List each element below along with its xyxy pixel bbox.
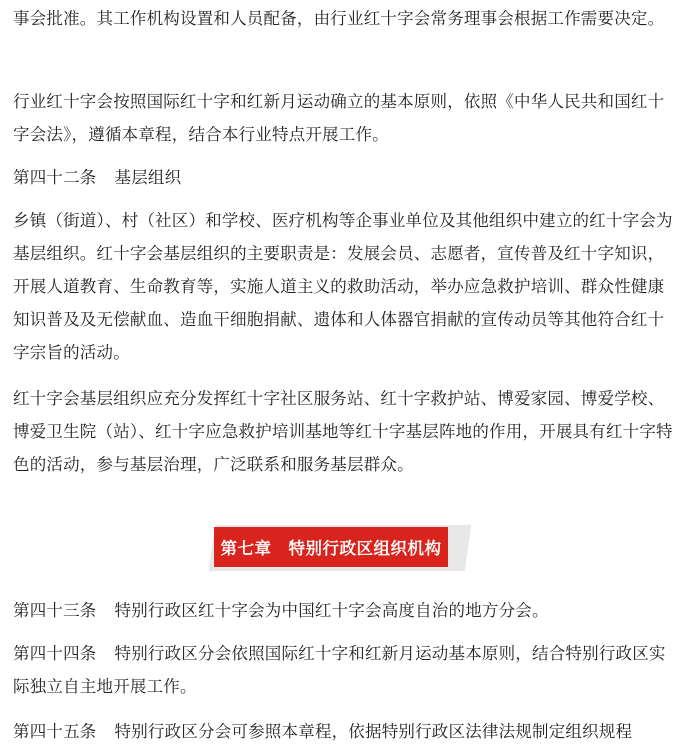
article-42-number: 第四十二条	[13, 168, 97, 187]
article-43-number: 第四十三条	[13, 601, 97, 620]
article-42-title: 基层组织	[114, 168, 182, 187]
chapter-banner	[0, 521, 693, 575]
chapter-title: 第七章 特别行政区组织机构	[220, 539, 442, 558]
chapter-banner-box	[214, 527, 448, 567]
paragraph-grassroots-duties: 乡镇（街道）、村（社区）和学校、医疗机构等企事业单位及其他组织中建立的红十字会为基层组织。红十字会基层组织的主要职责是：发展会员、志愿者，宣传普及红十字知识，开展人道教育、生命教育等，实施人道主义的救助活动，举办应急救护培训、群众性健康知识普及及无偿献血、造血干细胞捐献、遗体和人体器官捐献的宣传动员等其他符合红十字宗旨的活动。	[13, 211, 673, 362]
article-43-text: 特别行政区红十字会为中国红十字会高度自治的地方分会。	[114, 601, 549, 620]
article-43	[13, 594, 677, 627]
paragraph-continuation: 事会批准。其工作机构设置和人员配备，由行业红十字会常务理事会根据工作需要决定。	[13, 9, 665, 28]
article-45-text: 特别行政区分会可参照本章程，依据特别行政区法律法规制定组织规程	[114, 722, 633, 741]
article-45	[13, 715, 677, 748]
article-42-heading	[13, 161, 677, 194]
article-44-text: 特别行政区分会依照国际红十字和红新月运动基本原则，结合特别行政区实际独立自主地开展工作。	[13, 644, 666, 696]
paragraph-grassroots-role: 红十字会基层组织应充分发挥红十字社区服务站、红十字救护站、博爱家园、博爱学校、博爱卫生院（站）、红十字应急救护培训基地等红十字基层阵地的作用，开展具有红十字特色的活动，参与基层治理，广泛联系和服务基层群众。	[13, 389, 673, 474]
article-44-number: 第四十四条	[13, 644, 97, 663]
article-44	[13, 637, 677, 703]
paragraph-industry-red-cross: 行业红十字会按照国际红十字和红新月运动确立的基本原则，依照《中华人民共和国红十字会法》，遵循本章程，结合本行业特点开展工作。	[13, 92, 665, 144]
article-45-number: 第四十五条	[13, 722, 97, 741]
